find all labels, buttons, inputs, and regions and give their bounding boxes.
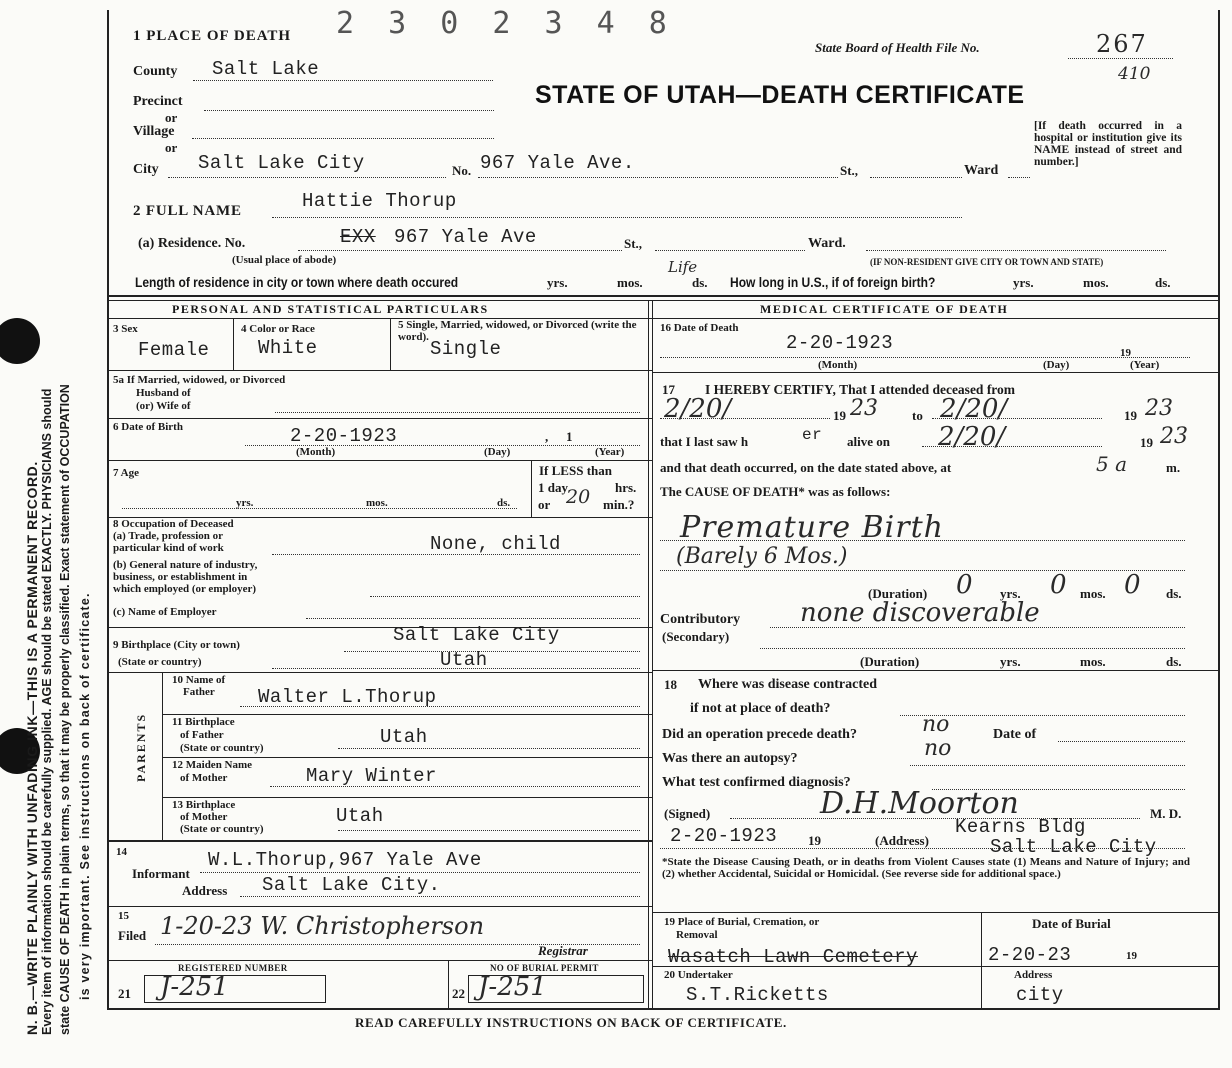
age-yrs: yrs. bbox=[236, 497, 254, 509]
duration2-mos: mos. bbox=[1080, 654, 1106, 669]
cause-2: (Barely 6 Mos.) bbox=[676, 544, 848, 569]
length-ds: ds. bbox=[692, 275, 708, 290]
left-border bbox=[107, 10, 109, 1010]
birthplace-state: Utah bbox=[440, 649, 488, 671]
attended-to-year: 23 bbox=[1145, 396, 1173, 421]
occ-b-2: business, or establishment in bbox=[113, 571, 248, 583]
duration-ds: ds. bbox=[1166, 586, 1182, 601]
contributory-value: none discoverable bbox=[800, 598, 1040, 628]
city-value: Salt Lake City bbox=[198, 152, 365, 174]
date-of-burial-label: Date of Burial bbox=[1032, 916, 1111, 931]
age-label: 7 Age bbox=[113, 467, 139, 479]
how-long-yrs: yrs. bbox=[1013, 275, 1034, 290]
residence-value: 967 Yale Ave bbox=[394, 226, 537, 248]
death-m: m. bbox=[1166, 460, 1181, 475]
hospital-note: [If death occurred in a hospital or institution give its NAME instead of street and number.] bbox=[1034, 120, 1182, 168]
length-residence-label: Length of residence in city or town where death occured bbox=[135, 274, 459, 290]
length-life: Life bbox=[668, 258, 698, 276]
footnote: *State the Disease Causing Death, or in deaths from Violent Causes state (1) Means and Nature of Injury; and (2) whether Accidental, Suicidal or Homicidal. (See reverse side for additional space.) bbox=[662, 856, 1190, 880]
address-line-2: Salt Lake City bbox=[990, 836, 1157, 858]
residence-struck: EXX bbox=[340, 226, 376, 248]
address-line-1: Kearns Bldg bbox=[955, 816, 1086, 838]
side-instruction-line2: Every item of information should be carefully supplied. AGE should be stated EXACTLY. PHYSICIANS should bbox=[40, 388, 54, 1035]
undertaker-address-label: Address bbox=[1014, 969, 1053, 981]
death-time: 5 a bbox=[1096, 452, 1128, 476]
ward-label: Ward bbox=[964, 163, 999, 178]
mother-bp-value: Utah bbox=[336, 805, 384, 827]
age-mos: mos. bbox=[366, 497, 388, 509]
or-label: or bbox=[538, 497, 551, 512]
mother-bp-label-2: of Mother bbox=[180, 811, 228, 823]
precinct-label: Precinct bbox=[133, 94, 183, 109]
spouse-label-2: Husband of bbox=[136, 387, 191, 399]
state-file-number: 267 bbox=[1096, 30, 1148, 58]
spouse-label-1: 5a If Married, widowed, or Divorced bbox=[113, 374, 286, 386]
burial-permit-label: NO OF BURIAL PERMIT bbox=[490, 963, 599, 973]
birthplace-label: 9 Birthplace (City or town) bbox=[113, 639, 240, 651]
last-saw-year: 23 bbox=[1160, 424, 1188, 449]
burial-place: Wasatch Lawn Cemetery bbox=[668, 946, 918, 968]
how-long-ds: ds. bbox=[1155, 275, 1171, 290]
sex-label: 3 Sex bbox=[113, 323, 138, 335]
no-label: No. bbox=[452, 163, 472, 178]
father-label-2: Father bbox=[183, 686, 215, 698]
father-label-1: 10 Name of bbox=[172, 674, 226, 686]
sex-value: Female bbox=[138, 339, 210, 361]
side-instruction-line4: is very important. See instructions on back of certificate. bbox=[78, 592, 92, 1000]
minutes-value: 20 bbox=[566, 486, 591, 508]
secondary-label: (Secondary) bbox=[662, 629, 730, 644]
how-long-label: How long in U.S., if of foreign birth? bbox=[730, 274, 936, 290]
attended-to-date: 2/20/ bbox=[940, 394, 1008, 424]
dob-one: 1 bbox=[566, 429, 573, 444]
dod-day: (Day) bbox=[1043, 359, 1070, 371]
residence-st-label: St., bbox=[624, 236, 643, 251]
cause-1: Premature Birth bbox=[680, 510, 944, 545]
dob-month: (Month) bbox=[296, 446, 336, 458]
certificate-title: STATE OF UTAH—DEATH CERTIFICATE bbox=[535, 81, 1025, 109]
employer-label: (c) Name of Employer bbox=[113, 606, 217, 618]
how-long-mos: mos. bbox=[1083, 275, 1109, 290]
occupation-value: None, child bbox=[430, 533, 561, 555]
marital-label: 5 Single, Married, widowed, or Divorced (write the word). bbox=[398, 319, 637, 343]
signed-date: 2-20-1923 bbox=[670, 825, 778, 847]
last-saw-label-1: that I last saw h bbox=[660, 434, 749, 449]
hrs-label: hrs. bbox=[615, 480, 637, 495]
cause-label: The CAUSE OF DEATH* was as follows: bbox=[660, 484, 891, 499]
burial-permit-value: J-251 bbox=[478, 972, 547, 1002]
mother-bp-label-3: (State or country) bbox=[180, 823, 264, 835]
one-day-label: 1 day bbox=[538, 480, 568, 495]
attended-from-year: 23 bbox=[850, 396, 878, 421]
certify-number: 17 bbox=[662, 382, 675, 397]
duration2-yrs: yrs. bbox=[1000, 654, 1021, 669]
informant-address: Salt Lake City. bbox=[262, 874, 441, 896]
address-label: (Address) bbox=[875, 833, 929, 848]
state-file-sub: 410 bbox=[1118, 64, 1151, 84]
city-label: City bbox=[133, 162, 159, 177]
physician-signature: D.H.Moorton bbox=[820, 786, 1019, 821]
occupation-label-2: (a) Trade, profession or bbox=[113, 530, 223, 542]
informant-number: 14 bbox=[116, 846, 127, 858]
father-bp-label-3: (State or country) bbox=[180, 742, 264, 754]
length-mos: mos. bbox=[617, 275, 643, 290]
mother-label-2: of Mother bbox=[180, 772, 228, 784]
st-label: St., bbox=[840, 163, 859, 178]
duration-label: (Duration) bbox=[868, 586, 928, 601]
registered-number-value: J-251 bbox=[160, 972, 229, 1002]
undertaker-value: S.T.Ricketts bbox=[686, 984, 829, 1006]
father-bp-label-1: 11 Birthplace bbox=[172, 716, 235, 728]
residence-ward-label: Ward. bbox=[808, 236, 846, 251]
occ-b-3: which employed (or employer) bbox=[113, 583, 257, 595]
mother-label-1: 12 Maiden Name bbox=[172, 759, 253, 771]
father-value: Walter L.Thorup bbox=[258, 686, 437, 708]
autopsy-value: no bbox=[924, 736, 952, 761]
registered-number-index: 21 bbox=[118, 986, 131, 1001]
or-label-1: or bbox=[165, 110, 178, 125]
or-label-2: or bbox=[165, 140, 178, 155]
burial-label-1: 19 Place of Burial, Cremation, or bbox=[664, 916, 820, 928]
side-instruction-line1: N. B.—WRITE PLAINLY WITH UNFADING INK—THIS IS A PERMANENT RECORD. bbox=[24, 461, 40, 1035]
dod-19: 19 bbox=[1120, 347, 1131, 359]
duration-yrs-value: 0 bbox=[956, 570, 973, 600]
length-yrs: yrs. bbox=[547, 275, 568, 290]
marital-value: Single bbox=[430, 338, 502, 360]
footer-note: READ CAREFULLY INSTRUCTIONS ON BACK OF CERTIFICATE. bbox=[355, 1015, 787, 1030]
right-border bbox=[1218, 10, 1220, 1010]
date-of-label: Date of bbox=[993, 727, 1037, 742]
attended-from-date: 2/20/ bbox=[664, 394, 732, 424]
spouse-label-3: (or) Wife of bbox=[136, 400, 191, 412]
informant-value: W.L.Thorup,967 Yale Ave bbox=[208, 849, 482, 871]
last-saw-er: er bbox=[802, 426, 823, 444]
punch-hole-top bbox=[0, 318, 40, 364]
filed-value: 1-20-23 W. Christopherson bbox=[160, 912, 485, 940]
duration2-ds: ds. bbox=[1166, 654, 1182, 669]
dob-label: 6 Date of Birth bbox=[113, 421, 183, 433]
less-than-label: If LESS than bbox=[539, 463, 612, 478]
mother-bp-label-1: 13 Birthplace bbox=[172, 799, 236, 811]
color-value: White bbox=[258, 337, 318, 359]
burial-permit-index: 22 bbox=[452, 986, 465, 1001]
occ-b-1: (b) General nature of industry, bbox=[113, 559, 258, 571]
q18-number: 18 bbox=[664, 677, 677, 692]
attended-from-19: 19 bbox=[833, 408, 846, 423]
side-instruction-line3: state CAUSE OF DEATH in plain terms, so that it may be properly classified. Exact statement of OCCUPATION bbox=[58, 384, 72, 1035]
last-saw-label-2: alive on bbox=[847, 434, 890, 449]
residence-label: (a) Residence. No. bbox=[138, 236, 246, 251]
address-value: 967 Yale Ave. bbox=[480, 152, 635, 174]
md-label: M. D. bbox=[1150, 806, 1182, 821]
operation-label: Did an operation precede death? bbox=[662, 727, 857, 742]
last-saw-19: 19 bbox=[1140, 435, 1153, 450]
dob-value: 2-20-1923 bbox=[290, 425, 398, 447]
signed-label: (Signed) bbox=[664, 806, 711, 821]
father-bp-value: Utah bbox=[380, 726, 428, 748]
q18-label: Where was disease contracted bbox=[698, 677, 877, 692]
duration-ds-value: 0 bbox=[1124, 570, 1141, 600]
full-name-label: 2 FULL NAME bbox=[133, 203, 242, 219]
county-value: Salt Lake bbox=[212, 58, 320, 80]
age-ds: ds. bbox=[497, 497, 511, 509]
death-occurred-label: and that death occurred, on the date stated above, at bbox=[660, 460, 952, 475]
min-label: min.? bbox=[603, 497, 635, 512]
color-label: 4 Color or Race bbox=[241, 323, 315, 335]
burial-label-2: Removal bbox=[676, 929, 718, 941]
dod-month: (Month) bbox=[818, 359, 858, 371]
attended-to-19: 19 bbox=[1124, 408, 1137, 423]
full-name-value: Hattie Thorup bbox=[302, 190, 457, 212]
birthplace-city: Salt Lake City bbox=[393, 624, 560, 646]
filed-number: 15 bbox=[118, 910, 129, 922]
last-saw-date: 2/20/ bbox=[938, 422, 1006, 452]
usual-place-note: (Usual place of abode) bbox=[232, 254, 337, 266]
parents-side-label: PARENTS bbox=[134, 712, 148, 782]
registrar-label: Registrar bbox=[538, 943, 588, 958]
certificate-number-stamp: 2 3 0 2 3 4 8 bbox=[336, 6, 675, 41]
autopsy-label: Was there an autopsy? bbox=[662, 751, 798, 766]
signed-19: 19 bbox=[808, 833, 821, 848]
informant-label: Informant bbox=[132, 866, 190, 881]
dod-year: (Year) bbox=[1130, 359, 1160, 371]
filed-label: Filed bbox=[118, 928, 147, 943]
dob-year: (Year) bbox=[595, 446, 625, 458]
occupation-label-3: particular kind of work bbox=[113, 542, 224, 554]
to-label: to bbox=[912, 408, 923, 423]
medical-section-title: MEDICAL CERTIFICATE OF DEATH bbox=[760, 302, 1009, 316]
dob-comma: , bbox=[545, 429, 549, 444]
undertaker-address: city bbox=[1016, 984, 1064, 1006]
state-file-label: State Board of Health File No. bbox=[815, 40, 980, 55]
q18b-label: if not at place of death? bbox=[690, 701, 831, 716]
duration-mos: mos. bbox=[1080, 586, 1106, 601]
contributory-label: Contributory bbox=[660, 612, 741, 627]
dod-label: 16 Date of Death bbox=[660, 322, 739, 334]
personal-section-title: PERSONAL AND STATISTICAL PARTICULARS bbox=[172, 302, 489, 316]
dod-value: 2-20-1923 bbox=[786, 332, 894, 354]
date-of-burial-19: 19 bbox=[1126, 950, 1137, 962]
occupation-label-1: 8 Occupation of Deceased bbox=[113, 518, 234, 530]
place-of-death-label: 1 PLACE OF DEATH bbox=[133, 28, 292, 44]
duration2-label: (Duration) bbox=[860, 654, 920, 669]
informant-address-label: Address bbox=[182, 883, 228, 898]
dob-day: (Day) bbox=[484, 446, 511, 458]
county-label: County bbox=[133, 64, 178, 79]
birthplace-state-label: (State or country) bbox=[118, 656, 202, 668]
nonresident-note: (IF NON-RESIDENT GIVE CITY OR TOWN AND STATE) bbox=[870, 257, 1104, 267]
date-of-burial: 2-20-23 bbox=[988, 944, 1072, 966]
duration-mos-value: 0 bbox=[1050, 570, 1067, 600]
duration-yrs: yrs. bbox=[1000, 586, 1021, 601]
undertaker-label: 20 Undertaker bbox=[664, 969, 733, 981]
test-label: What test confirmed diagnosis? bbox=[662, 775, 851, 790]
mother-value: Mary Winter bbox=[306, 765, 437, 787]
father-bp-label-2: of Father bbox=[180, 729, 224, 741]
registered-number-label: REGISTERED NUMBER bbox=[178, 963, 288, 973]
village-label: Village bbox=[133, 124, 175, 139]
certify-text: I HEREBY CERTIFY, That I attended deceased from bbox=[705, 382, 1016, 397]
operation-value: no bbox=[922, 712, 950, 737]
